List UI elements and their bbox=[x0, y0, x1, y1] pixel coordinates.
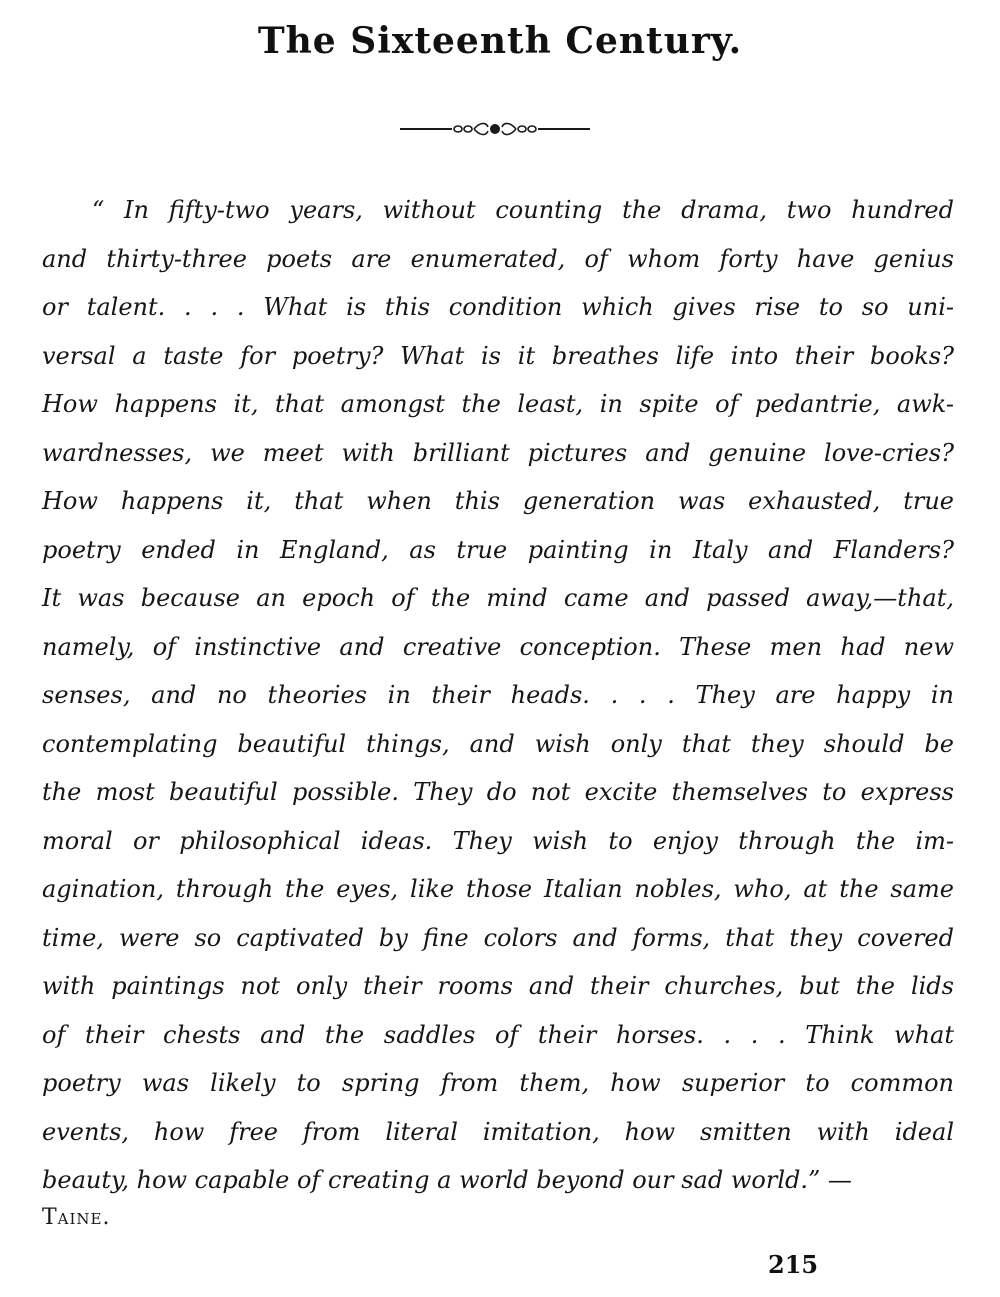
quote-line: wardnesses, we meet with brilliant pictures and genuine love-cries? bbox=[42, 438, 954, 467]
quote-line: It was because an epoch of the mind came and passed away,—that, bbox=[42, 584, 954, 612]
quote-line: How happens it, that when this generation was exhausted, true bbox=[42, 487, 954, 515]
quote-line: contemplating beautiful things, and wish only that they should be bbox=[42, 729, 954, 758]
page-title: The Sixteenth Century. bbox=[257, 20, 743, 62]
quote-line: senses, and no theories in their heads. . . . They are happy in bbox=[42, 681, 954, 709]
quote-line: agination, through the eyes, like those Italian nobles, who, at the same bbox=[42, 875, 954, 903]
quote-line: namely, of instinctive and creative conception. These men had new bbox=[42, 632, 954, 661]
quote-line: beauty, how capable of creating a world beyond our sad world.” — bbox=[42, 1166, 852, 1194]
quote-line: or talent. . . . What is this condition which gives rise to so uni- bbox=[42, 293, 954, 321]
page-number: 215 bbox=[768, 1250, 819, 1279]
taine-quotation bbox=[42, 186, 954, 1205]
quote-line: moral or philosophical ideas. They wish to enjoy through the im- bbox=[42, 826, 954, 855]
quote-line: poetry was likely to spring from them, how superior to common bbox=[42, 1069, 954, 1097]
quote-line: the most beautiful possible. They do not excite themselves to express bbox=[42, 778, 954, 806]
quote-author: Taine. bbox=[42, 1205, 111, 1230]
quote-line: and thirty-three poets are enumerated, of whom forty have genius bbox=[42, 244, 954, 273]
quote-line: of their chests and the saddles of their horses. . . . Think what bbox=[42, 1020, 954, 1049]
quote-line: time, were so captivated by fine colors and forms, that they covered bbox=[42, 923, 954, 952]
quote-line: poetry ended in England, as true painting in Italy and Flanders? bbox=[42, 535, 954, 564]
quote-line: “ In fifty-two years, without counting the drama, two hundred bbox=[92, 196, 954, 224]
quote-line: events, how free from literal imitation, how smitten with ideal bbox=[42, 1117, 954, 1146]
quote-line: How happens it, that amongst the least, in spite of pedantrie, awk- bbox=[42, 390, 954, 418]
quote-line: with paintings not only their rooms and their churches, but the lids bbox=[42, 972, 954, 1000]
quote-line: versal a taste for poetry? What is it breathes life into their books? bbox=[42, 341, 954, 370]
ornamental-divider-icon bbox=[400, 118, 590, 140]
